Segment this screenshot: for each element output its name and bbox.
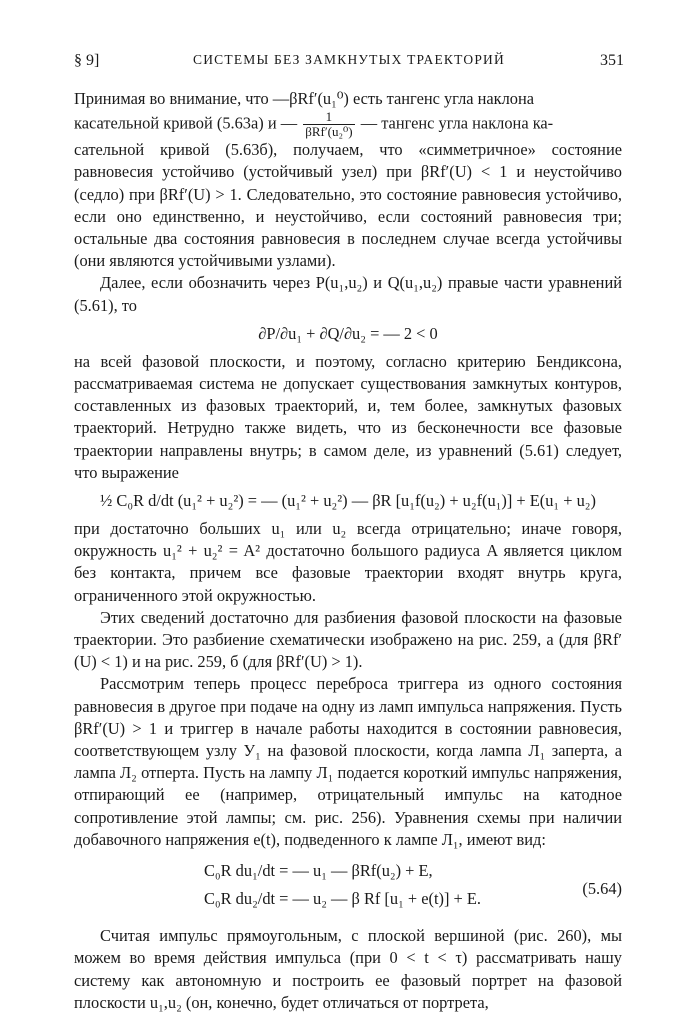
paragraph-2: Далее, если обозначить через P(u₁,u₂) и Q(u₁,u₂) правые части уравнений (5.61), то [74,273,622,315]
inline-fraction [303,110,354,139]
section-marker: § 9] [74,52,100,69]
fraction-denominator: βRf′(u₂⁰) [305,124,353,140]
equation-divergence: ∂P/∂u₁ + ∂Q/∂u₂ = — 2 < 0 [258,323,438,343]
paragraph-1-line-1: Принимая во внимание, что —βRf′(u₁⁰) есть тангенс угла наклона [74,89,535,108]
chapter-title: СИСТЕМЫ БЕЗ ЗАМКНУТЫХ ТРАЕКТОРИЙ [193,52,505,67]
page-number: 351 [600,52,624,69]
equation-energy: ½ C₀R d/dt (u₁² + u₂²) = — (u₁² + u₂²) — βR [u₁f(u₂) + u₂f(u₁)] + E(u₁ + u₂) [100,491,596,511]
equation-number: (5.64) [582,879,622,899]
fraction-numerator: 1 [303,110,354,125]
paragraph-1-line-2-start: касательной кривой (5.63а) и — [74,113,298,133]
equation-5-64-line-1: C₀R du₁/dt = — u₁ — βRf(u₂) + E, [204,861,433,881]
paragraph-7: Считая импульс прямоугольным, с плоской вершиной (рис. 260), мы можем во время действия импульса (при 0 < t < τ) рассматривать нашу систему как автономную и построить ее фазовый портрет на фазовой плоскости u₁,u₂ (он, конечно, будет отличаться от портрета, [74,926,622,1012]
paragraph-1-line-2-end: — тангенс угла наклона ка- [360,113,554,133]
paragraph-1-rest: сательной кривой (5.63б), получаем, что «симметричное» состояние равновесия устойчиво (устойчивый узел) при βRf′(U) < 1 и неустойчиво (седло) при βRf′(U) > 1. Следовательно, это состояние равновесия устойчиво, если оно единственно, и неустойчиво, если состояний равновесия три; остальные два состояния равновесия в последнем случае всегда устойчивы (они являются устойчивыми узлами). [74,140,622,271]
paragraph-3: на всей фазовой плоскости, и поэтому, согласно критерию Бендиксона, рассматриваемая система не допускает существования замкнутых контуров, составленных из фазовых траекторий, и, тем более, замкнутых фазовых траекторий. Нетрудно также видеть, что из бесконечности все фазовые траектории направлены внутрь; в самом деле, из уравнений (5.61) следует, что выражение [74,351,622,482]
body-text [74,88,622,1014]
paragraph-5: Этих сведений достаточно для разбиения фазовой плоскости на фазовые траектории. Это разбиение схематически изображено на рис. 259, а (для βRf′(U) < 1) и на рис. 259, б (для βRf′(U) > 1). [74,607,622,672]
paragraph-4: при достаточно больших u₁ или u₂ всегда отрицательно; иначе говоря, окружность u₁² + u₂² = A² достаточно большого радиуса A является циклом без контакта, причем все фазовые траектории входят внутрь круга, ограниченного этой окружностью. [74,519,622,605]
running-header [74,52,624,76]
paragraph-6: Рассмотрим теперь процесс переброса триггера из одного состояния равновесия в другое при подаче на одну из ламп импульса напряжения. Пусть βRf′(U) > 1 и триггер в начале работы находится в состоянии равновесия, соответствующем узлу У₁ на фазовой плоскости, когда лампа Л₁ заперта, а лампа Л₂ отперта. Пусть на лампу Л₁ подается короткий импульс напряжения, отпирающий ее (например, отрицательный импульс на катодное сопротивление этой лампы; см. рис. 256). Уравнения схемы при наличии добавочного напряжения e(t), подведенного к лампе Л₁, имеют вид: [74,674,622,849]
paragraph-1-line-2 [74,110,622,139]
equation-5-64-line-2: C₀R du₂/dt = — u₂ — β Rf [u₁ + e(t)] + E. [204,889,481,909]
equation-system-5-64 [74,857,622,913]
